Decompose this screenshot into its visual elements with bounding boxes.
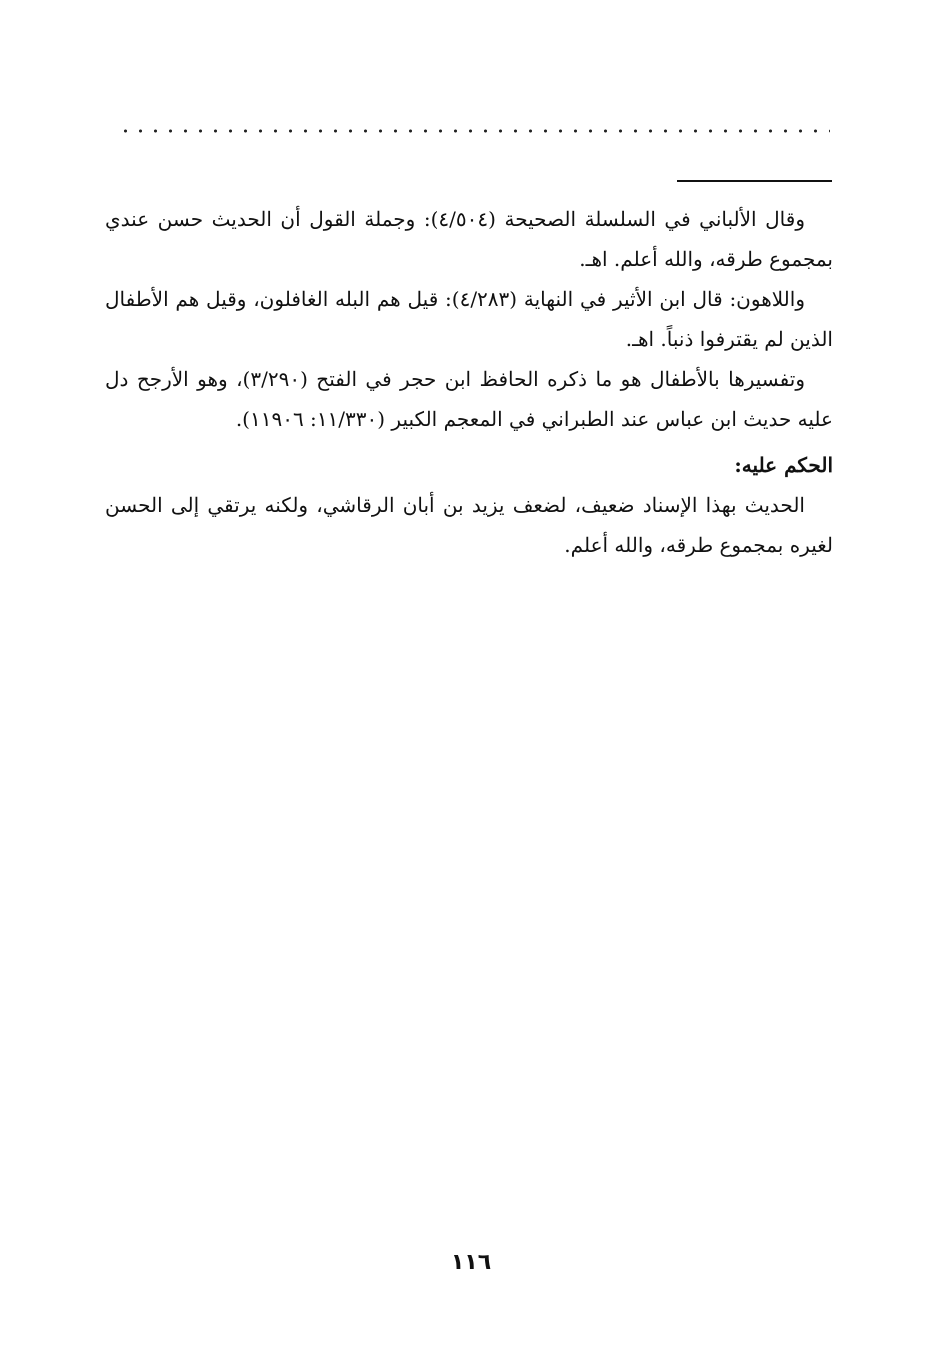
ruling-heading: الحكم عليه: [734, 453, 833, 477]
footnote-tafsir: وتفسيرها بالأطفال هو ما ذكره الحافظ ابن حجر في الفتح (٣/٢٩٠)، وهو الأرجح دل عليه حديث ابن عباس عند الطبراني في المعجم الكبير (١١/٣٣٠: ١١٩٠٦). [105, 367, 833, 431]
ruling-text: الحديث بهذا الإسناد ضعيف، لضعف يزيد بن أبان الرقاشي، ولكنه يرتقي إلى الحسن لغيره بمجموع طرقه، والله أعلم. [105, 493, 833, 557]
footnote-section [105, 199, 833, 565]
page-number: ١١٦ [450, 1250, 492, 1275]
dotted-divider [118, 128, 830, 134]
footnote-albani: وقال الألباني في السلسلة الصحيحة (٤/٥٠٤): وجملة القول أن الحديث حسن عندي بمجموع طرقه، والله أعلم. اهـ. [105, 207, 833, 271]
footnote-separator [677, 180, 832, 182]
footnote-lahun: واللاهون: قال ابن الأثير في النهاية (٤/٢٨٣): قيل هم البله الغافلون، وقيل هم الأطفال الذين لم يقترفوا ذنباً. اهـ. [105, 287, 833, 351]
